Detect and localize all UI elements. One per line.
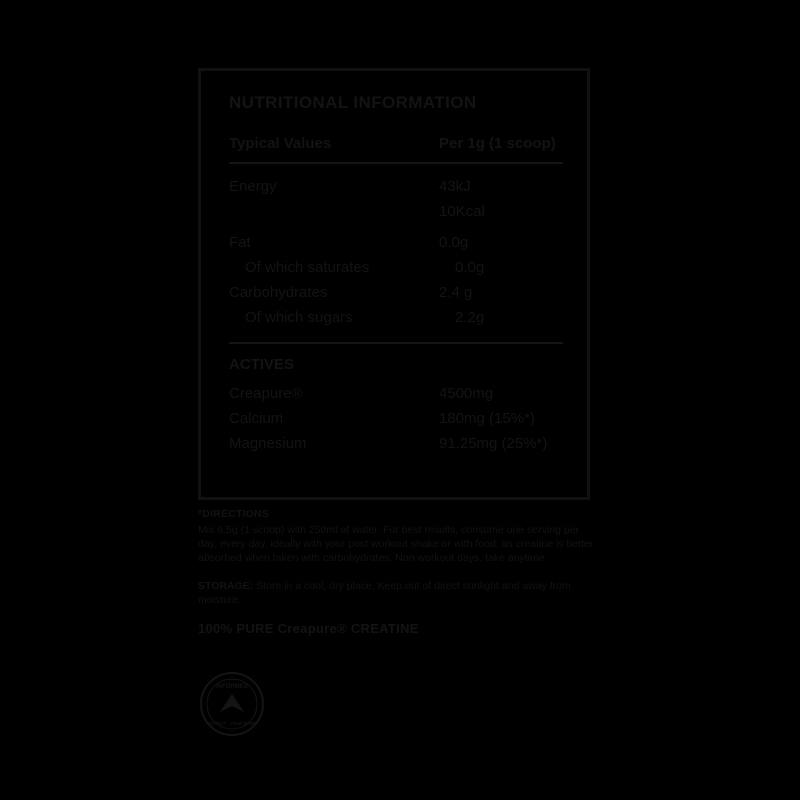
- row-value: 4500mg: [439, 385, 494, 402]
- row-label: Carbohydrates: [229, 284, 328, 301]
- directions-heading: *DIRECTIONS: [198, 508, 270, 520]
- storage-heading: STORAGE:: [198, 580, 254, 592]
- actives-divider: [229, 342, 563, 344]
- row-value: 91.25mg (25%*): [439, 435, 548, 452]
- row-label: Of which saturates: [245, 259, 370, 276]
- nutrition-table-header: [229, 131, 563, 156]
- nutrition-title: NUTRITIONAL INFORMATION: [229, 93, 477, 112]
- storage-text: Store in a cool, dry place. Keep out of direct sunlight and away from moisture.: [198, 580, 571, 606]
- table-row: [229, 174, 563, 199]
- row-value: 10Kcal: [439, 203, 485, 220]
- table-row: [229, 305, 563, 330]
- product-tagline: 100% PURE Creapure® CREATINE: [198, 621, 419, 636]
- row-value: 2.4 g: [439, 284, 473, 301]
- nutrition-panel: [198, 68, 590, 500]
- row-label: Fat: [229, 234, 251, 251]
- row-value: 43kJ: [439, 178, 471, 195]
- table-row: [229, 199, 563, 224]
- svg-text:INFORMED: INFORMED: [216, 684, 248, 690]
- table-row: [229, 406, 563, 431]
- row-label: Calcium: [229, 410, 284, 427]
- row-value: 2.2g: [455, 309, 485, 326]
- row-value: 180mg (15%*): [439, 410, 535, 427]
- table-row: [229, 381, 563, 406]
- table-row: [229, 255, 563, 280]
- table-row: [229, 431, 563, 456]
- header-divider: [229, 162, 563, 164]
- svg-text:PROTECT · YOUR SPORT: PROTECT · YOUR SPORT: [206, 721, 258, 726]
- column-header-per-serving: Per 1g (1 scoop): [439, 135, 556, 152]
- row-value: 0.0g: [439, 234, 469, 251]
- notes-section: [198, 508, 598, 636]
- row-label: [229, 199, 439, 224]
- row-label: Magnesium: [229, 435, 307, 452]
- row-label: Of which sugars: [245, 309, 353, 326]
- row-value: 0.0g: [455, 259, 485, 276]
- table-row: [229, 230, 563, 255]
- informed-sport-badge-icon: [200, 672, 264, 736]
- directions-text: Mix 6.5g (1 scoop) with 250ml of water. For best results, consume one serving per day, every day, ideally with your post workout shake or with food, as creatine is better absorbed when taken with carbohydrates. Non workout days, take anytime.: [198, 524, 594, 564]
- row-label: Energy: [229, 178, 277, 195]
- storage-block: [198, 579, 598, 607]
- actives-title: ACTIVES: [229, 356, 295, 373]
- column-header-values: Typical Values: [229, 135, 332, 152]
- row-label: Creapure®: [229, 385, 303, 402]
- table-row: [229, 280, 563, 305]
